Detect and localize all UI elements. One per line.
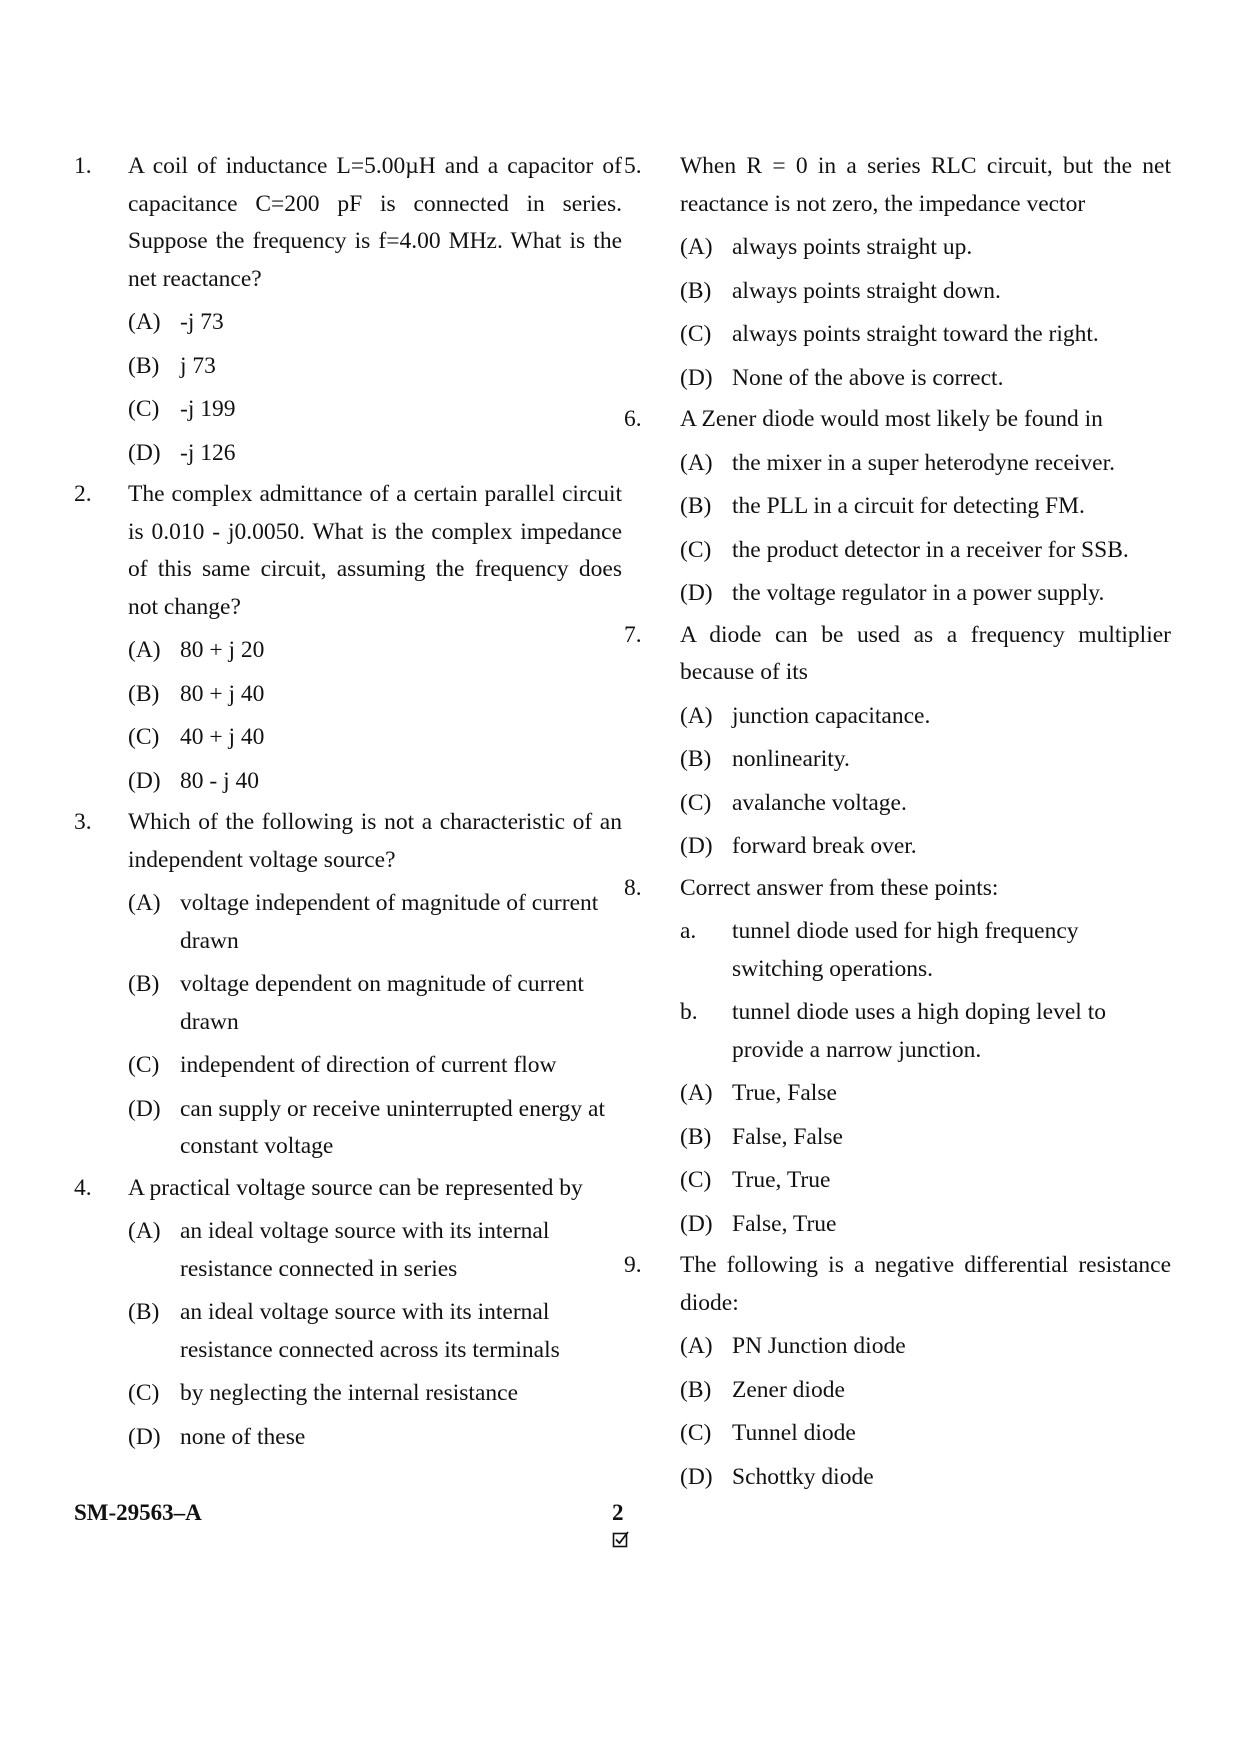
option-label: a. — [680, 918, 697, 944]
option-text: 40 + j 40 — [180, 724, 265, 750]
option-text: False, True — [732, 1210, 837, 1237]
question-number: 4. — [74, 1174, 92, 1201]
answer-option — [128, 1375, 622, 1413]
answer-option — [128, 1213, 622, 1288]
option-label: (D) — [128, 767, 161, 794]
question-text: A Zener diode would most likely be found in — [680, 406, 1103, 432]
option-text: tunnel diode used for high frequency switching operations. — [732, 918, 1079, 982]
question-item — [74, 476, 622, 800]
option-text: an ideal voltage source with its internal resistance connected in series — [180, 1218, 550, 1282]
answer-option — [680, 1328, 1171, 1366]
question-number: 3. — [74, 809, 92, 835]
question-text: The following is a negative differential resistance diode: — [680, 1252, 1171, 1316]
question-text: When R = 0 in a series RLC circuit, but the net reactance is not zero, the impedance vector — [680, 153, 1171, 217]
answer-option — [128, 304, 622, 342]
option-label: (A) — [128, 890, 161, 916]
question-item — [74, 148, 622, 472]
option-label: (B) — [128, 352, 160, 379]
question-item — [626, 1247, 1171, 1496]
answer-option — [128, 1047, 622, 1085]
answer-option — [680, 741, 1171, 779]
option-label: (B) — [128, 1299, 160, 1325]
option-label: (A) — [128, 309, 161, 335]
answer-option — [680, 1415, 1171, 1453]
option-label: (A) — [128, 637, 161, 663]
option-text: junction capacitance. — [732, 702, 931, 729]
answer-option — [680, 488, 1171, 526]
option-label: (D) — [128, 439, 161, 466]
option-label: (A) — [680, 702, 713, 729]
answer-option — [128, 763, 622, 801]
question-text: Which of the following is not a characteristic of an independent voltage source? — [128, 809, 622, 873]
option-label: (D) — [680, 1463, 713, 1490]
option-label: (B) — [680, 1123, 712, 1150]
question-text: A practical voltage source can be represented by — [128, 1174, 583, 1201]
answer-option — [680, 316, 1171, 354]
question-item — [74, 804, 622, 1166]
option-label: (A) — [680, 234, 713, 260]
option-text: voltage dependent on magnitude of current drawn — [180, 971, 584, 1035]
option-text: None of the above is correct. — [732, 364, 1004, 391]
option-label: (A) — [680, 449, 713, 476]
option-label: (B) — [680, 1376, 712, 1403]
option-label: (B) — [680, 493, 712, 519]
answer-option — [680, 785, 1171, 823]
option-text: -j 126 — [180, 439, 236, 466]
answer-option — [680, 1119, 1171, 1157]
question-text: Correct answer from these points: — [680, 874, 999, 901]
option-text: 80 - j 40 — [180, 767, 259, 794]
option-text: voltage independent of magnitude of current drawn — [180, 890, 599, 954]
answer-option — [680, 445, 1171, 483]
option-text: j 73 — [180, 352, 216, 379]
option-label: (C) — [128, 396, 160, 422]
option-text: tunnel diode uses a high doping level to provide a narrow junction. — [732, 999, 1106, 1063]
option-text: always points straight down. — [732, 277, 1001, 304]
question-number: 6. — [624, 406, 642, 432]
option-label: b. — [680, 999, 698, 1025]
answer-option — [128, 676, 622, 714]
answer-option — [128, 966, 622, 1041]
question-text: A diode can be used as a frequency multiplier because of its — [680, 621, 1171, 685]
answer-option — [680, 828, 1171, 866]
answer-option — [680, 360, 1171, 398]
option-label: (C) — [680, 1167, 712, 1193]
option-text: always points straight up. — [732, 234, 973, 260]
checkbox-icon — [612, 1530, 630, 1548]
option-label: (C) — [128, 1052, 160, 1078]
option-text: the PLL in a circuit for detecting FM. — [732, 493, 1085, 519]
option-label: (D) — [128, 1095, 161, 1122]
answer-option — [680, 913, 1171, 988]
page-number: 2 — [612, 1500, 624, 1525]
answer-option — [680, 698, 1171, 736]
answer-option — [680, 532, 1171, 570]
question-number: 5. — [624, 153, 642, 179]
option-label: (D) — [128, 1423, 161, 1450]
question-text: A coil of inductance L=5.00µH and a capacitor of capacitance C=200 pF is connected in series. Suppose the frequency is f=4.00 MHz. What is the net reactance? — [128, 153, 622, 292]
option-text: PN Junction diode — [732, 1333, 906, 1359]
question-item — [626, 148, 1171, 397]
answer-option — [680, 1459, 1171, 1497]
answer-option — [128, 1419, 622, 1457]
answer-option — [128, 1294, 622, 1369]
option-label: (B) — [680, 277, 712, 304]
option-text: the voltage regulator in a power supply. — [732, 580, 1105, 606]
option-label: (C) — [128, 724, 160, 750]
option-text: False, False — [732, 1123, 843, 1150]
question-number: 2. — [74, 481, 92, 507]
right-column — [626, 148, 1171, 1496]
answer-option — [128, 1091, 622, 1166]
answer-option — [128, 348, 622, 386]
question-number: 1. — [74, 153, 92, 179]
question-number: 8. — [624, 874, 642, 901]
option-text: Tunnel diode — [732, 1420, 856, 1446]
option-label: (A) — [680, 1333, 713, 1359]
option-label: (C) — [680, 536, 712, 563]
answer-option — [128, 435, 622, 473]
answer-option — [680, 273, 1171, 311]
option-text: Schottky diode — [732, 1463, 874, 1490]
question-item — [626, 401, 1171, 613]
option-text: the mixer in a super heterodyne receiver. — [732, 449, 1116, 476]
answer-option — [680, 1206, 1171, 1244]
question-text: The complex admittance of a certain parallel circuit is 0.010 - j0.0050. What is the complex impedance of this same circuit, assuming the frequency does not change? — [128, 481, 622, 620]
answer-option — [680, 1075, 1171, 1113]
answer-option — [680, 229, 1171, 267]
answer-option — [680, 1372, 1171, 1410]
option-label: (D) — [680, 364, 713, 391]
option-label: (A) — [128, 1218, 161, 1244]
option-text: by neglecting the internal resistance — [180, 1380, 519, 1406]
option-text: True, True — [732, 1167, 831, 1193]
option-label: (C) — [680, 321, 712, 347]
answer-option — [128, 632, 622, 670]
option-text: Zener diode — [732, 1376, 845, 1403]
option-text: 80 + j 20 — [180, 637, 265, 663]
question-item — [626, 870, 1171, 1244]
option-text: the product detector in a receiver for SSB. — [732, 536, 1129, 563]
option-text: can supply or receive uninterrupted energy at constant voltage — [180, 1095, 606, 1159]
option-text: -j 73 — [180, 309, 224, 335]
question-number: 9. — [624, 1252, 642, 1278]
answer-option — [680, 575, 1171, 613]
option-text: True, False — [732, 1080, 837, 1106]
option-text: independent of direction of current flow — [180, 1052, 557, 1078]
question-number: 7. — [624, 621, 642, 648]
option-text: avalanche voltage. — [732, 789, 907, 816]
option-label: (C) — [128, 1380, 160, 1406]
answer-option — [128, 719, 622, 757]
answer-option — [680, 1162, 1171, 1200]
option-label: (B) — [128, 680, 160, 707]
question-item — [74, 1170, 622, 1457]
answer-option — [128, 391, 622, 429]
option-label: (B) — [128, 971, 160, 997]
option-label: (D) — [680, 1210, 713, 1237]
left-column — [74, 148, 622, 1456]
option-text: -j 199 — [180, 396, 236, 422]
option-text: 80 + j 40 — [180, 680, 265, 707]
option-label: (D) — [680, 580, 713, 606]
answer-option — [128, 885, 622, 960]
question-item — [626, 617, 1171, 866]
option-label: (C) — [680, 1420, 712, 1446]
option-label: (B) — [680, 746, 712, 772]
option-label: (A) — [680, 1080, 713, 1106]
option-text: none of these — [180, 1423, 306, 1450]
option-label: (C) — [680, 789, 712, 816]
option-text: forward break over. — [732, 833, 917, 859]
option-text: an ideal voltage source with its internal resistance connected across its terminals — [180, 1299, 560, 1363]
option-text: nonlinearity. — [732, 746, 850, 772]
option-label: (D) — [680, 833, 713, 859]
answer-option — [680, 994, 1171, 1069]
paper-code: SM-29563–A — [74, 1500, 202, 1525]
option-text: always points straight toward the right. — [732, 321, 1099, 347]
